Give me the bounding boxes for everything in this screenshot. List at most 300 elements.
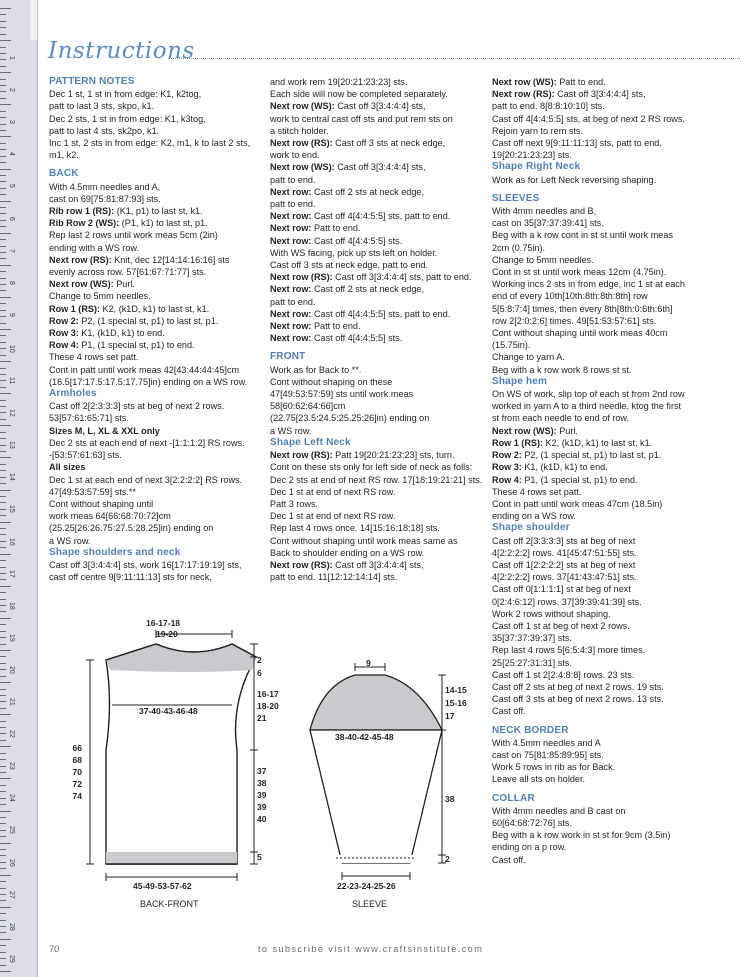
ruler-tick <box>0 457 11 458</box>
ruler-number: 2 <box>8 88 15 92</box>
instruction-line: These 4 rows set patt. <box>49 352 139 363</box>
ruler-tick <box>0 162 6 163</box>
instruction-line <box>492 88 742 100</box>
ruler-tick <box>0 888 6 889</box>
ruler-tick <box>0 843 11 844</box>
instruction-line <box>492 437 742 449</box>
section-heading: Shape hem <box>492 375 548 387</box>
instruction-line: Patt 3 rows. <box>270 498 319 509</box>
ruler-number: 19 <box>8 633 15 642</box>
instruction-line: patt to end. <box>270 199 316 210</box>
ruler-tick <box>0 676 6 677</box>
instruction-label: Next row: <box>270 333 312 344</box>
upper-width-label: 38-40-42-45-48 <box>335 732 394 742</box>
instruction-label: Next row: <box>270 211 312 222</box>
instruction-line: patt to end. 11[12:12:14:14] sts. <box>270 572 398 583</box>
ruler-tick <box>0 965 6 966</box>
section-heading: Shape shoulder <box>492 522 570 534</box>
title-dotted-rule <box>168 58 740 59</box>
ruler-tick <box>0 156 6 157</box>
ruler-tick <box>0 669 6 670</box>
instruction-label: Row 4: <box>49 340 79 351</box>
ruler-tick <box>0 425 11 426</box>
instruction-line <box>270 186 490 198</box>
instruction-text: Cast off 4[4:4:5:5] sts. <box>311 333 403 344</box>
ruler-tick <box>0 284 6 285</box>
instruction-line: evenly across row. 57[61:67:71:77] sts. <box>49 267 207 278</box>
back-front-outline <box>106 644 256 864</box>
instruction-line: Cast off 2 sts at beg of next 2 rows. 19 sts. <box>492 681 664 692</box>
ruler-tick <box>0 945 6 946</box>
instruction-line <box>270 449 490 461</box>
ruler-tick <box>0 85 6 86</box>
instruction-line: 25[25:27:31:31] sts. <box>492 657 572 668</box>
ruler-number: 21 <box>8 698 15 706</box>
rib-depth-label: 5 <box>257 852 262 862</box>
instruction-line: With 4.5mm needles and A, <box>49 181 161 192</box>
instruction-text: (P1, k1) to last st, p1. <box>119 218 208 229</box>
instruction-line: Beg with a k row cont in st st until work meas <box>492 230 673 241</box>
instruction-line: (16.5[17:17.5:17.5:17.75]in) ending on a WS row. <box>49 376 248 387</box>
instruction-line: Cast off 3 sts at beg of next 2 rows. 13 sts. <box>492 694 664 705</box>
instruction-line: Working incs 2 sts in from edge, inc 1 st at each <box>492 279 685 290</box>
instruction-line: Dec 2 sts, 1 st in from edge: K1, k3tog, <box>49 113 206 124</box>
side-length-1: 37 <box>257 766 267 776</box>
ruler-tick <box>0 766 6 767</box>
ruler-tick <box>0 496 6 497</box>
ruler-tick <box>0 862 6 863</box>
instruction-label: Row 3: <box>49 328 79 339</box>
armhole-depth-3: 21 <box>257 713 267 723</box>
instruction-line: a WS row. <box>49 535 91 546</box>
armhole-depth-1: 16-17 <box>257 689 279 699</box>
total-length-2: 68 <box>72 755 82 765</box>
sleeve-body <box>310 730 442 863</box>
sleeve-length-label: 38 <box>445 794 455 804</box>
ruler-tick <box>0 111 6 112</box>
instruction-line: Change to yarn A. <box>492 352 565 363</box>
instruction-line: (25.25[26:26.75:27.5:28.25]in) ending on <box>49 523 214 534</box>
instruction-line: (15.75in). <box>492 340 531 351</box>
instruction-label: All sizes <box>49 462 86 473</box>
instruction-line: patt to end. <box>270 296 316 307</box>
instruction-line: Beg with a k row work 8 rows st st. <box>492 364 632 375</box>
instruction-line: (22.75[23.5:24.5:25.25:26]in) ending on <box>270 413 430 424</box>
instruction-line: ending on a p row. <box>492 842 567 853</box>
ruler-tick <box>0 477 6 478</box>
ruler-tick <box>0 637 6 638</box>
instruction-text: Cast off 4[4:4:5:5] sts, patt to end. <box>311 211 451 222</box>
ruler-number: 23 <box>8 762 15 770</box>
ruler-tick <box>0 124 6 125</box>
instruction-line <box>492 76 742 88</box>
sleeve-caption: SLEEVE <box>352 899 388 909</box>
instruction-line: 58[60:62:64:66]cm <box>270 401 346 412</box>
instruction-line: patt to end. 8[8:8:10:10] sts. <box>492 101 605 112</box>
ruler-number: 27 <box>8 890 15 899</box>
ruler-edge <box>37 0 38 977</box>
instruction-text: P1, (1 special st, p1) to end. <box>78 340 195 351</box>
instruction-line <box>270 235 490 247</box>
instruction-line: Dec 1 st at end of next RS row. <box>270 511 396 522</box>
cuff-width-label: 22-23-24-25-26 <box>337 881 396 891</box>
ruler-tick <box>0 271 6 272</box>
ruler-tick <box>0 213 6 214</box>
subscribe-footer: to subscribe visit www.craftsinstitute.com <box>258 944 484 954</box>
instruction-label: Row 2: <box>49 315 79 326</box>
instruction-label: Row 1 (RS): <box>49 303 101 314</box>
ruler-tick <box>0 971 11 972</box>
instruction-line: With 4mm needles and B cast on <box>492 805 626 816</box>
instruction-label: Next row (RS): <box>49 254 112 265</box>
cap-depth-3: 17 <box>445 711 455 721</box>
ruler-tick <box>0 393 11 394</box>
instruction-line: 47[49:53:57:59] sts until work meas <box>270 389 414 400</box>
ruler-tick <box>0 823 6 824</box>
instruction-line <box>49 217 264 229</box>
ruler-tick <box>0 246 6 247</box>
cap-depth-1: 14-15 <box>445 685 467 695</box>
instruction-line: work to end. <box>270 150 320 161</box>
ruler-tick <box>0 656 6 657</box>
ruler-tick <box>0 746 11 747</box>
ruler-tick <box>0 868 6 869</box>
instruction-line: Dec 1 st, 1 st in from edge: K1, k2tog, <box>49 89 202 100</box>
ruler-tick <box>0 554 11 555</box>
total-length-4: 72 <box>72 779 82 789</box>
section-heading: Shape Left Neck <box>270 436 351 448</box>
ruler-tick <box>0 714 11 715</box>
instruction-line <box>49 254 264 266</box>
instruction-line: 19[20:21:23:23] sts. <box>492 150 572 161</box>
ruler-number: 25 <box>8 826 15 835</box>
instruction-line <box>270 283 490 295</box>
ruler-tick <box>0 721 6 722</box>
ruler-tick <box>0 798 6 799</box>
ruler-tick <box>0 490 11 491</box>
instruction-line <box>270 222 490 234</box>
instruction-line: cast on 35[37:37:39:41] sts. <box>492 218 604 229</box>
ruler-tick <box>0 894 6 895</box>
ruler-tick <box>0 303 6 304</box>
instruction-text: Cast off 3[3:4:4:4] sts, <box>334 162 426 173</box>
instruction-line: Rep last 4 rows once. 14[15:16:18:18] sts. <box>270 523 440 534</box>
ruler-tick <box>0 355 6 356</box>
instruction-label: Row 2: <box>492 450 522 461</box>
ruler-number: 24 <box>8 794 15 803</box>
instruction-line <box>270 161 490 173</box>
instruction-text: Patt 19[20:21:23:23] sts, turn. <box>332 450 455 461</box>
ruler-tick <box>0 560 6 561</box>
side-length-4: 39 <box>257 802 267 812</box>
cap-depth-2: 15-16 <box>445 698 467 708</box>
instruction-line: Cast off 1 st 2[2:4:8:8] rows. 23 sts. <box>492 669 635 680</box>
ruler-tick <box>0 849 6 850</box>
instruction-label: Next row (WS): <box>270 162 335 173</box>
ruler-tick <box>0 201 11 202</box>
instruction-line: Cont in st st until work meas 12cm (4.75in). <box>492 267 667 278</box>
side-length-2: 38 <box>257 778 267 788</box>
section-heading: NECK BORDER <box>492 724 569 736</box>
ruler-tick <box>0 907 11 908</box>
ruler-tick <box>0 27 6 28</box>
instruction-line <box>270 320 490 332</box>
instruction-line: patt to last 3 sts, skpo, k1. <box>49 101 155 112</box>
neck-width-label: 16-17-18 <box>146 618 181 628</box>
ruler-tick <box>0 329 11 330</box>
instruction-label: Next row: <box>270 235 312 246</box>
instruction-line: ending with a WS row. <box>49 242 139 253</box>
ruler-tick <box>0 599 6 600</box>
ruler-number: 20 <box>8 665 15 674</box>
instruction-line: row 2[2:0:2:6] times. 49[51:53:57:61] sts. <box>492 315 657 326</box>
ruler-tick <box>0 701 6 702</box>
ruler-tick <box>0 233 11 234</box>
instruction-line <box>270 210 490 222</box>
ruler-number: 16 <box>8 537 15 546</box>
ruler-tick <box>0 451 6 452</box>
instruction-text: Cast off 2 sts at neck edge, <box>311 284 424 295</box>
ruler-tick <box>0 791 6 792</box>
instruction-line: -[53:57:61:63] sts. <box>49 450 122 461</box>
instruction-line: Change to 5mm needles. <box>49 291 151 302</box>
instruction-line <box>270 100 490 112</box>
instruction-line: Cast off. <box>492 706 526 717</box>
ruler <box>0 0 38 977</box>
ruler-tick <box>0 316 6 317</box>
ruler-tick <box>0 34 6 35</box>
ruler-tick <box>0 682 11 683</box>
instruction-line: With 4mm needles and B, <box>492 206 597 217</box>
ruler-tick <box>0 419 6 420</box>
instruction-line: Cast off 2[2:3:3:3] sts at beg of next 2 rows. <box>49 401 225 412</box>
section-heading: Shape shoulders and neck <box>49 546 181 558</box>
ruler-tick <box>0 631 6 632</box>
ruler-tick <box>0 130 6 131</box>
ruler-tick <box>0 348 6 349</box>
ruler-number: 26 <box>8 858 15 867</box>
ruler-tick <box>0 265 11 266</box>
cuff-depth-label: 2 <box>445 854 450 864</box>
instruction-text: Patt to end. <box>556 77 606 87</box>
ruler-tick <box>0 618 11 619</box>
instruction-line <box>49 339 264 351</box>
ruler-tick <box>0 534 6 535</box>
instruction-label: Next row (RS): <box>270 272 333 283</box>
instruction-line <box>49 425 264 437</box>
instruction-label: Next row (WS): <box>492 425 557 436</box>
ruler-number: 1 <box>8 56 15 60</box>
ruler-tick <box>0 586 11 587</box>
ruler-number: 15 <box>8 505 15 514</box>
section-heading: PATTERN NOTES <box>49 76 135 87</box>
ruler-tick <box>0 98 6 99</box>
instruction-line: Work 5 rows in rib as for Back. <box>492 762 616 773</box>
ruler-tick <box>0 47 6 48</box>
ruler-tick <box>0 509 6 510</box>
ruler-tick <box>0 175 6 176</box>
ruler-tick <box>0 438 6 439</box>
ruler-tick <box>0 445 6 446</box>
section-heading: BACK <box>49 168 79 180</box>
instruction-line: Rejoin yarn to rem sts. <box>492 125 583 136</box>
instruction-line: Dec 1 st at end of next RS row. <box>270 486 396 497</box>
ruler-tick <box>0 188 6 189</box>
instruction-line: a stitch holder. <box>270 125 329 136</box>
instruction-text: P2, (1 special st, p1) to last st, p1. <box>521 450 662 461</box>
instruction-label: Next row (RS): <box>270 138 333 149</box>
ruler-tick <box>0 239 6 240</box>
instruction-line: Cast off 3[3:4:4:4] sts, work 16[17:17:19:19] sts, <box>49 559 242 570</box>
instruction-line: Inc 1 st, 2 sts in from edge: K2, m1, k to last 2 sts, <box>49 138 251 149</box>
instruction-text: Purl. <box>113 279 135 290</box>
instruction-line: 4[2:2:2:2] rows. 37[41:43:47:51] sts. <box>492 572 637 583</box>
instruction-text: Purl. <box>556 425 578 436</box>
instruction-line: Back to shoulder ending on a WS row. <box>270 547 425 558</box>
ruler-tick <box>0 830 6 831</box>
instruction-text: K1, (k1D, k1) to end. <box>78 328 165 339</box>
instruction-line: Cast off 4[4:4:5:5] sts, at beg of next 2 RS rows. <box>492 113 685 124</box>
instruction-label: Next row (RS): <box>270 559 333 570</box>
page-title: Instructions <box>48 38 195 64</box>
ruler-tick <box>0 136 11 137</box>
instruction-line: Cont without shaping until work meas same as <box>270 535 458 546</box>
ruler-tick <box>0 21 6 22</box>
instruction-line: st from each needle to end of row. <box>492 413 629 424</box>
ruler-tick <box>0 72 11 73</box>
ruler-tick <box>0 335 6 336</box>
ruler-tick <box>0 432 6 433</box>
instruction-line: Cont on these sts only for left side of neck as folls: <box>270 462 473 473</box>
instruction-line: These 4 rows set patt. <box>492 486 582 497</box>
ruler-tick <box>0 855 6 856</box>
ruler-tick <box>0 502 6 503</box>
instruction-line: Change to 5mm needles. <box>492 254 594 265</box>
instruction-text: Cast off 3[3:4:4:4] sts, <box>334 101 426 112</box>
ruler-tick <box>0 59 6 60</box>
instruction-line: Cont in patt until work meas 47cm (18.5in) <box>492 498 663 509</box>
ruler-tick <box>0 875 11 876</box>
ruler-tick <box>0 14 6 15</box>
instruction-line: 0[2:4:6:12] rows. 37[39:39:41:39] sts. <box>492 596 642 607</box>
ruler-tick <box>0 881 6 882</box>
ruler-number: 3 <box>8 120 15 125</box>
instruction-text: P1, (1 special st, p1) to end. <box>521 474 638 485</box>
ruler-tick <box>0 194 6 195</box>
instruction-line: 4[2:2:2:2] rows. 41[45:47:51:55] sts. <box>492 547 637 558</box>
ruler-tick <box>0 932 6 933</box>
instruction-line <box>49 303 264 315</box>
ruler-tick <box>0 323 6 324</box>
instruction-text: Patt to end. <box>311 321 361 332</box>
ruler-tick <box>0 753 6 754</box>
ruler-tick <box>0 541 6 542</box>
ruler-number: 11 <box>8 377 15 385</box>
ruler-cap <box>30 0 37 40</box>
instruction-line: m1, k2. <box>49 150 79 161</box>
instruction-line: cast on 75[81:85:89:95] sts. <box>492 749 604 760</box>
ruler-tick <box>0 663 6 664</box>
ruler-tick <box>0 740 6 741</box>
instruction-line: and work rem 19[20:21:23:23] sts. <box>270 77 408 87</box>
ruler-tick <box>0 920 6 921</box>
ruler-number: 4 <box>8 152 15 157</box>
instruction-line: Each side will now be completed separately. <box>270 89 448 100</box>
back-front-caption: BACK-FRONT <box>140 899 199 909</box>
instruction-text: Knit, dec 12[14:14:16:16] sts <box>111 254 230 265</box>
ruler-tick <box>0 91 6 92</box>
instruction-line: 2cm (0.75in). <box>492 242 546 253</box>
instruction-line: 5[5:8:7:4] times, then every 8th[8th:0:6th:6th] <box>492 303 673 314</box>
instruction-line <box>270 332 490 344</box>
ruler-tick <box>0 40 11 41</box>
instruction-line: Work as for Left Neck reversing shaping. <box>492 174 657 185</box>
instruction-text: Cast off 4[4:4:5:5] sts. <box>311 235 403 246</box>
instruction-line: cast on 69[75:81:87:93] sts. <box>49 193 161 204</box>
ruler-tick <box>0 374 6 375</box>
ruler-tick <box>0 117 6 118</box>
instruction-line: Cont without shaping until work meas 40cm <box>492 328 668 339</box>
ruler-number: 9 <box>8 312 15 317</box>
instruction-line <box>49 205 264 217</box>
ruler-number: 28 <box>8 922 15 931</box>
instruction-label: Row 4: <box>492 474 522 485</box>
instruction-line <box>492 474 742 486</box>
instruction-line: patt to end. <box>270 174 316 185</box>
ruler-tick <box>0 644 6 645</box>
total-length-3: 70 <box>72 767 82 777</box>
instruction-label: Row 3: <box>492 462 522 473</box>
instruction-label: Rib Row 2 (WS): <box>49 218 120 229</box>
ruler-tick <box>0 522 11 523</box>
ruler-tick <box>0 573 6 574</box>
ruler-number: 18 <box>8 601 15 610</box>
instruction-text: P2, (1 special st, p1) to last st, p1. <box>78 315 219 326</box>
section-heading: FRONT <box>270 351 306 363</box>
instruction-line <box>49 327 264 339</box>
ruler-tick <box>0 207 6 208</box>
shoulder-drop-label-2: 6 <box>257 668 262 678</box>
shoulder-shading <box>106 644 256 672</box>
instruction-text: Patt to end. <box>311 223 361 234</box>
ruler-tick <box>0 952 6 953</box>
ruler-tick <box>0 836 6 837</box>
ruler-tick <box>0 412 6 413</box>
rib-band <box>106 852 237 864</box>
ruler-tick <box>0 650 11 651</box>
instruction-text: Cast off 3 sts at neck edge, <box>332 138 446 149</box>
ruler-tick <box>0 483 6 484</box>
ruler-number: 5 <box>8 184 15 189</box>
column-1 <box>49 76 264 583</box>
ruler-tick <box>0 772 6 773</box>
instruction-line: With 4.5mm needles and A <box>492 737 601 748</box>
instruction-text: (K1, p1) to last st, k1. <box>114 206 203 217</box>
instruction-line: 35[37:37:39:37] sts. <box>492 633 572 644</box>
ruler-tick <box>0 310 6 311</box>
instruction-label: Next row: <box>270 284 312 295</box>
instruction-line: Cast off 1[2:2:2:2] sts at beg of next <box>492 559 636 570</box>
instruction-line: Rep last 2 rows until work meas 5cm (2in) <box>49 230 218 241</box>
ruler-tick <box>0 778 11 779</box>
ruler-tick <box>0 958 6 959</box>
instruction-line: Work as for Back to **. <box>270 364 362 375</box>
instruction-label: Sizes M, L, XL & XXL only <box>49 425 160 436</box>
ruler-number: 17 <box>8 569 15 578</box>
instruction-line: Dec 1 st at each end of next 3[2:2:2:2] RS rows. <box>49 474 243 485</box>
ruler-tick <box>0 811 11 812</box>
instruction-text: Cast off 3[3:4:4:4] sts, <box>554 89 646 100</box>
